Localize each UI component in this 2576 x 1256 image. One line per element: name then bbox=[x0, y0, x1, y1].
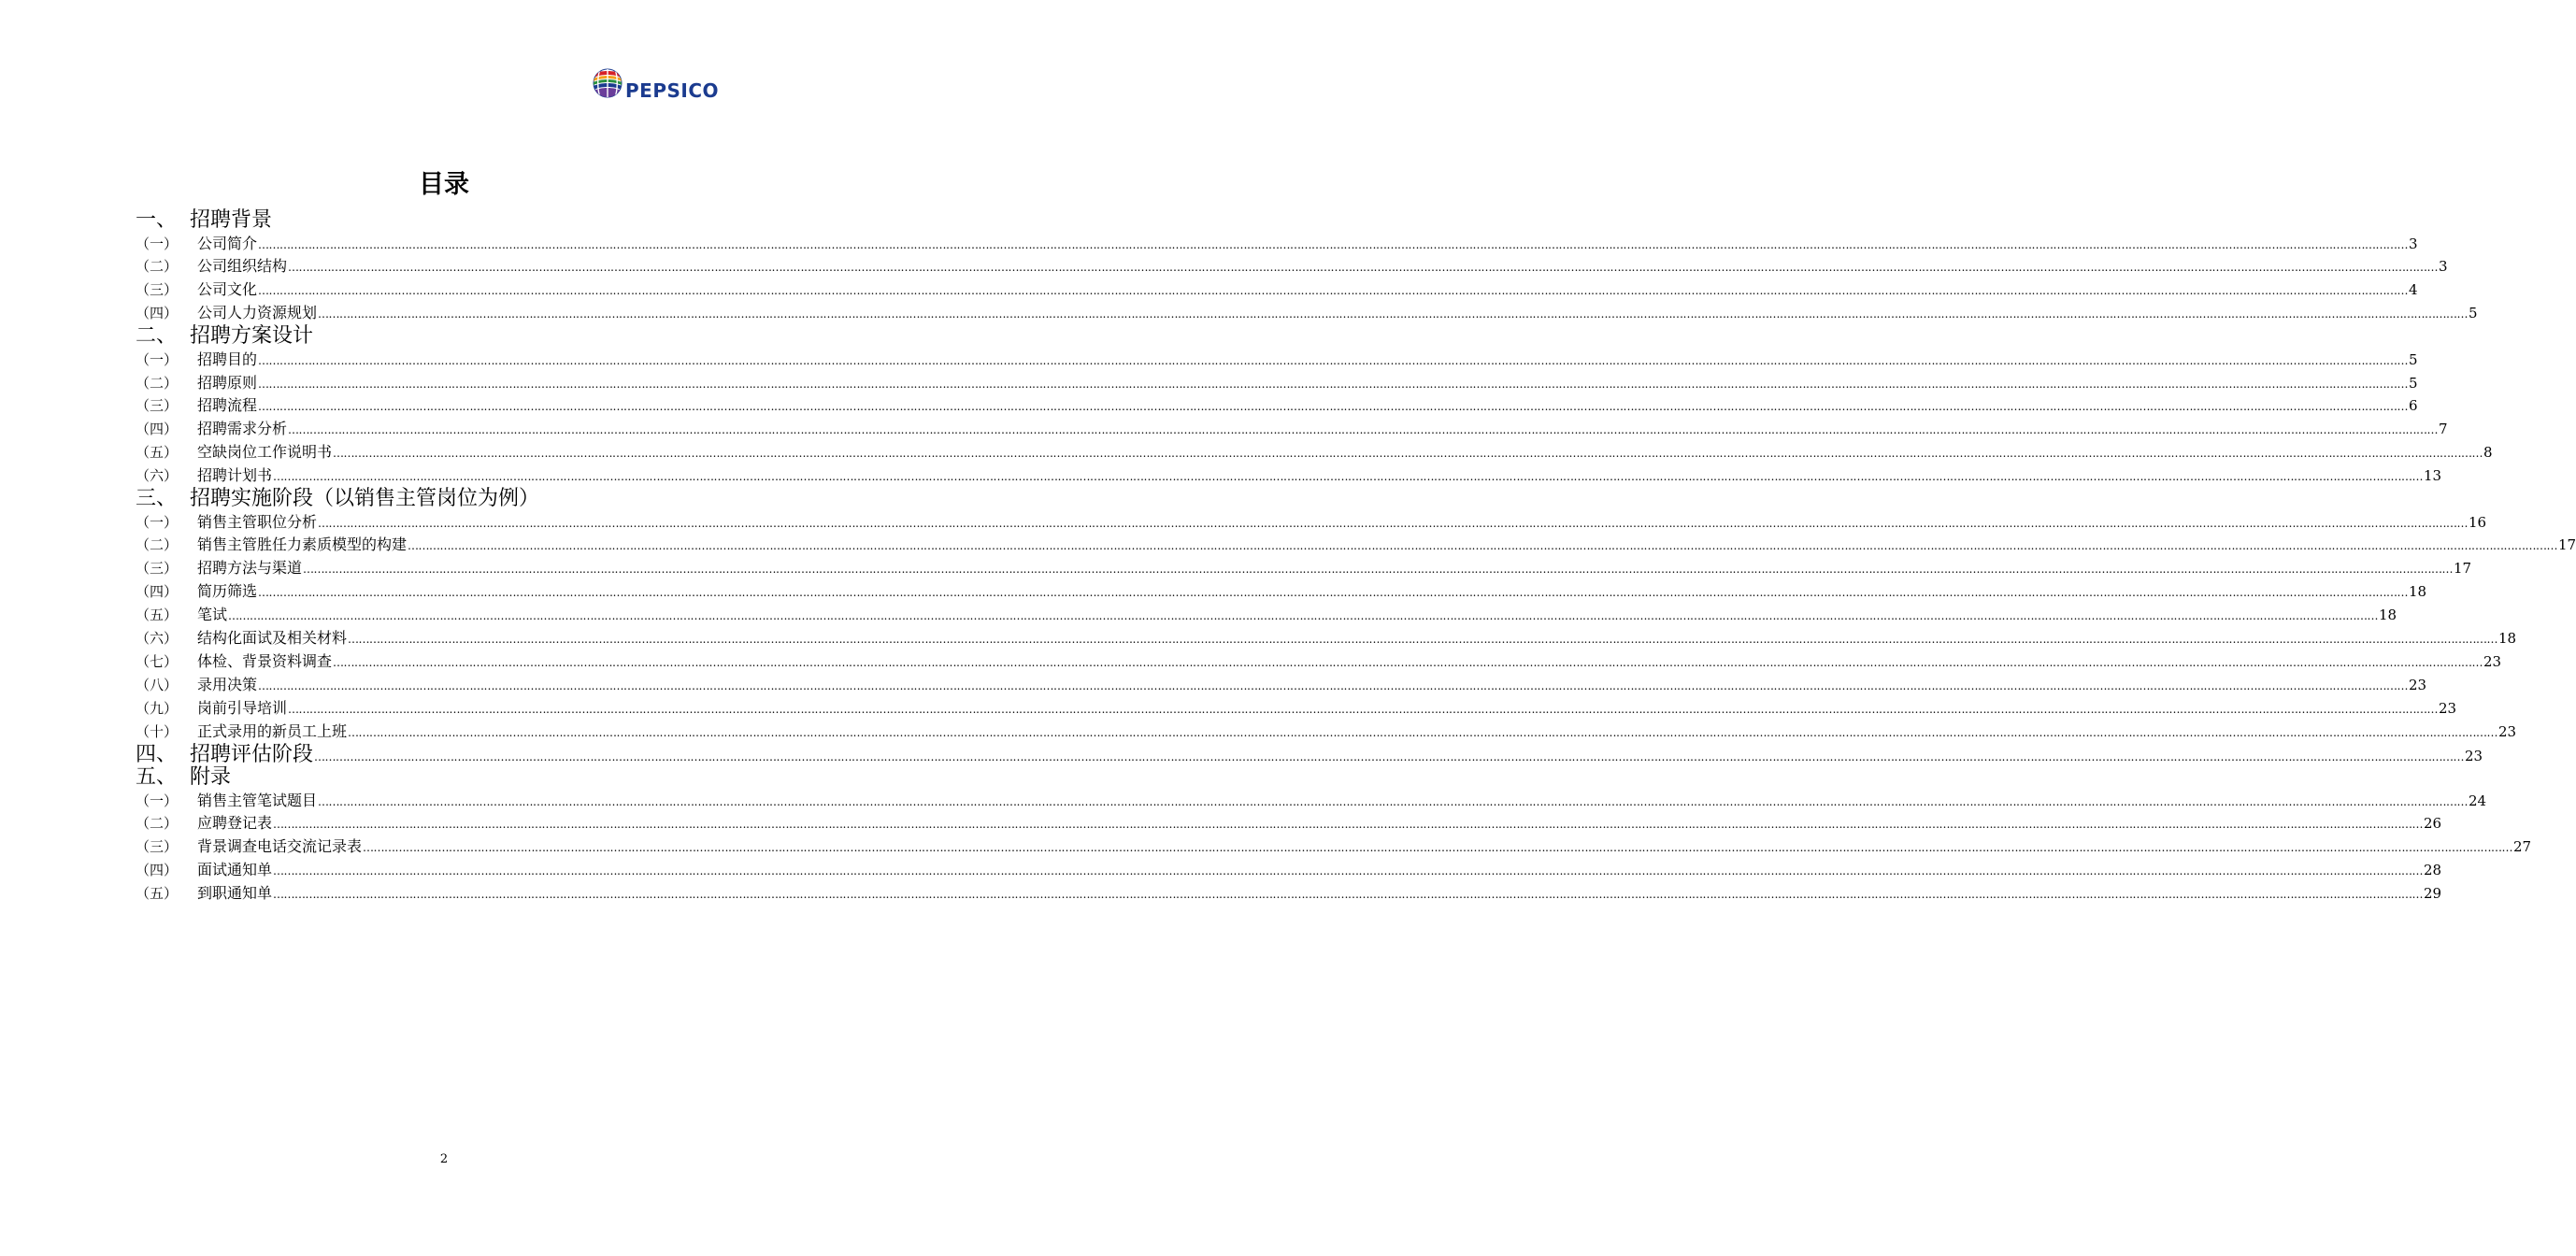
toc-page-number: 23 bbox=[2465, 747, 2483, 764]
toc-leader-dots: …………………………………………………………………………………………………………………………………………………………………………………………………………………………………………………………………………………………………………………………………………………………………………………………………………………………………………………………………………………………………………………………………………………… bbox=[318, 516, 2469, 530]
toc-item[interactable] bbox=[136, 697, 2457, 720]
toc-item-number: （九） bbox=[136, 699, 179, 717]
toc-item-number: （五） bbox=[136, 607, 179, 624]
toc-item[interactable] bbox=[136, 349, 2418, 371]
toc-item-label: 应聘登记表 bbox=[197, 814, 273, 833]
toc-item[interactable] bbox=[136, 233, 2418, 255]
toc-section-number: 五、 bbox=[136, 765, 178, 789]
toc-leader-dots: …………………………………………………………………………………………………………………………………………………………………………………………………………………………………………………………………………………………………………………………………………………………………………………………………………………………………………………………………………………………………………………………………………………… bbox=[348, 725, 2498, 739]
toc-item[interactable] bbox=[136, 650, 2502, 673]
toc-page-number: 17 bbox=[2558, 536, 2576, 554]
toc-item-number: （三） bbox=[136, 838, 179, 856]
toc-leader-dots: …………………………………………………………………………………………………………………………………………………………………………………………………………………………………………………………………………………………………………………………………………………………………………………………………………………………………………………………………………………………………………………………………………………… bbox=[258, 353, 2409, 367]
toc-item[interactable] bbox=[136, 627, 2517, 649]
toc-item-label: 背景调查电话交流记录表 bbox=[197, 837, 363, 856]
toc-page-number: 17 bbox=[2454, 560, 2472, 578]
toc-item[interactable] bbox=[136, 721, 2517, 743]
toc-section-number: 二、 bbox=[136, 324, 178, 349]
toc-item-number: （二） bbox=[136, 374, 179, 392]
toc-page-number: 5 bbox=[2409, 350, 2418, 368]
toc-item-label: 岗前引导培训 bbox=[197, 698, 288, 717]
toc-leader-dots: …………………………………………………………………………………………………………………………………………………………………………………………………………………………………………………………………………………………………………………………………………………………………………………………………………………………………………………………………………………………………………………………………………………… bbox=[288, 702, 2439, 716]
toc-item-number: （一） bbox=[136, 235, 179, 252]
toc-item-number: （一） bbox=[136, 792, 179, 809]
toc-page-number: 23 bbox=[2409, 676, 2427, 693]
toc-page-number: 13 bbox=[2424, 467, 2442, 485]
toc-item-label: 招聘原则 bbox=[197, 373, 258, 392]
toc-page-number: 18 bbox=[2498, 630, 2517, 647]
toc-item-label: 招聘需求分析 bbox=[197, 420, 288, 438]
toc-page-number: 5 bbox=[2469, 305, 2478, 322]
toc-item-label: 面试通知单 bbox=[197, 861, 273, 879]
toc-item-label: 公司人力资源规划 bbox=[197, 304, 318, 322]
toc-page-number: 18 bbox=[2409, 583, 2427, 601]
toc-section-label: 附录 bbox=[190, 765, 232, 789]
toc-page-number: 27 bbox=[2513, 838, 2532, 856]
toc-item-label: 销售主管笔试题目 bbox=[197, 791, 318, 809]
toc-item-number: （七） bbox=[136, 652, 179, 670]
toc-section-label: 招聘评估阶段 bbox=[190, 742, 314, 766]
toc-item-number: （二） bbox=[136, 258, 179, 276]
toc-page-number: 23 bbox=[2483, 652, 2502, 670]
toc-item-label: 简历筛选 bbox=[197, 582, 258, 601]
toc-page-number: 4 bbox=[2409, 281, 2418, 299]
toc-item-label: 体检、背景资料调查 bbox=[197, 651, 333, 670]
toc-item[interactable] bbox=[136, 882, 2442, 905]
toc-leader-dots: …………………………………………………………………………………………………………………………………………………………………………………………………………………………………………………………………………………………………………………………………………………………………………………………………………………………………………………………………………………………………………………………………………………… bbox=[408, 539, 2558, 553]
toc-item-number: （二） bbox=[136, 536, 179, 554]
toc-section[interactable] bbox=[136, 764, 754, 791]
toc-item[interactable] bbox=[136, 255, 2448, 278]
toc-leader-dots: …………………………………………………………………………………………………………………………………………………………………………………………………………………………………………………………………………………………………………………………………………………………………………………………………………………………………………………………………………………………………………………………………………………… bbox=[273, 864, 2424, 878]
toc-page-number: 7 bbox=[2439, 421, 2448, 438]
toc-leader-dots: …………………………………………………………………………………………………………………………………………………………………………………………………………………………………………………………………………………………………………………………………………………………………………………………………………………………………………………………………………………………………………………………………………………… bbox=[318, 794, 2469, 808]
toc-section[interactable] bbox=[136, 207, 754, 234]
toc-leader-dots: …………………………………………………………………………………………………………………………………………………………………………………………………………………………………………………………………………………………………………………………………………………………………………………………………………………………………………………………………………………………………………………………………………………… bbox=[273, 818, 2424, 832]
toc-section-label: 招聘方案设计 bbox=[190, 324, 314, 349]
toc-item-number: （三） bbox=[136, 397, 179, 415]
toc-item[interactable] bbox=[136, 394, 2418, 417]
toc-item-label: 招聘方法与渠道 bbox=[197, 559, 303, 578]
toc-leader-dots: …………………………………………………………………………………………………………………………………………………………………………………………………………………………………………………………………………………………………………………………………………………………………………………………………………………………………………………………………………………………………………………………………………………… bbox=[333, 447, 2483, 461]
toc-leader-dots: …………………………………………………………………………………………………………………………………………………………………………………………………………………………………………………………………………………………………………………………………………………………………………………………………………………………………………………………………………………………………………………………………………………… bbox=[318, 307, 2469, 321]
toc-leader-dots: …………………………………………………………………………………………………………………………………………………………………………………………………………………………………………………………………………………………………………………………………………………………………………………………………………………………………………………………………………………………………………………………………………………… bbox=[258, 586, 2409, 600]
toc-leader-dots: …………………………………………………………………………………………………………………………………………………………………………………………………………………………………………………………………………………………………………………………………………………………………………………………………………………………………………………………………………………………………………………………………………………… bbox=[363, 841, 2513, 855]
toc-page-number: 24 bbox=[2469, 792, 2487, 809]
toc-item[interactable] bbox=[136, 604, 2397, 626]
toc-item-label: 招聘目的 bbox=[197, 350, 258, 368]
toc-item[interactable] bbox=[136, 511, 2487, 534]
toc-page-number: 6 bbox=[2409, 397, 2418, 415]
toc-item-number: （三） bbox=[136, 560, 179, 578]
toc-leader-dots: …………………………………………………………………………………………………………………………………………………………………………………………………………………………………………………………………………………………………………………………………………………………………………………………………………………………………………………………………………………………………………………………………………………… bbox=[258, 400, 2409, 414]
toc-item-label: 笔试 bbox=[197, 606, 228, 624]
toc-item-label: 公司组织结构 bbox=[197, 257, 288, 276]
toc-page-number: 23 bbox=[2439, 699, 2457, 717]
toc-leader-dots: …………………………………………………………………………………………………………………………………………………………………………………………………………………………………………………………………………………………………………………………………………………………………………………………………………………………………………………………………………………………………………………………………………………… bbox=[258, 678, 2409, 692]
toc-item-number: （八） bbox=[136, 676, 179, 693]
toc-item[interactable] bbox=[136, 790, 2487, 812]
toc-item-label: 空缺岗位工作说明书 bbox=[197, 443, 333, 462]
toc-leader-dots: …………………………………………………………………………………………………………………………………………………………………………………………………………………………………………………………………………………………………………………………………………………………………………………………………………………………………………………………………………………………………………………………………………………… bbox=[258, 237, 2409, 251]
page-number: 2 bbox=[439, 1152, 449, 1166]
toc-item[interactable] bbox=[136, 418, 2448, 440]
toc-page-number: 28 bbox=[2424, 862, 2442, 879]
toc-item-label: 到职通知单 bbox=[197, 884, 273, 903]
toc-item-label: 录用决策 bbox=[197, 675, 258, 693]
toc-leader-dots: …………………………………………………………………………………………………………………………………………………………………………………………………………………………………………………………………………………………………………………………………………………………………………………………………………………………………………………………………………………………………………………………………………………… bbox=[228, 609, 2379, 623]
toc-leader-dots: …………………………………………………………………………………………………………………………………………………………………………………………………………………………………………………………………………………………………………………………………………………………………………………………………………………………………………………………………………………………………………………………………………………… bbox=[258, 377, 2409, 391]
toc-section[interactable] bbox=[136, 486, 754, 512]
toc-item[interactable] bbox=[136, 278, 2418, 301]
logo-wordmark: PEPSICO bbox=[625, 79, 720, 102]
toc-item-number: （三） bbox=[136, 281, 179, 299]
toc-item[interactable] bbox=[136, 557, 2472, 579]
toc-page-number: 5 bbox=[2409, 374, 2418, 392]
toc-item[interactable] bbox=[136, 372, 2418, 394]
toc-item-label: 公司简介 bbox=[197, 234, 258, 252]
toc-item-label: 招聘流程 bbox=[197, 396, 258, 415]
toc-title: 目录 bbox=[419, 170, 469, 199]
toc-section-number: 四、 bbox=[136, 742, 178, 766]
toc-page-number: 26 bbox=[2424, 815, 2442, 833]
toc-leader-dots: …………………………………………………………………………………………………………………………………………………………………………………………………………………………………………………………………………………………………………………………………………………………………………………………………………………………………………………………………………………………………………………………………………………… bbox=[333, 655, 2483, 669]
toc-section-number: 一、 bbox=[136, 208, 178, 232]
toc-page-number: 23 bbox=[2498, 722, 2517, 740]
toc-item-label: 销售主管胜任力素质模型的构建 bbox=[197, 535, 408, 554]
toc-page-number: 29 bbox=[2424, 885, 2442, 903]
toc-item-number: （四） bbox=[136, 421, 179, 438]
toc-leader-dots: …………………………………………………………………………………………………………………………………………………………………………………………………………………………………………………………………………………………………………………………………………………………………………………………………………………………………………………………………………………………………………………………………………………… bbox=[303, 563, 2454, 577]
toc-leader-dots: …………………………………………………………………………………………………………………………………………………………………………………………………………………………………………………………………………………………………………………………………………………………………………………………………………………………………………………………………………………………………………………………………………………… bbox=[258, 284, 2409, 298]
toc-item-label: 正式录用的新员工上班 bbox=[197, 721, 348, 740]
toc-item-number: （二） bbox=[136, 815, 179, 833]
toc-item-number: （一） bbox=[136, 513, 179, 531]
toc-leader-dots: …………………………………………………………………………………………………………………………………………………………………………………………………………………………………………………………………………………………………………………………………………………………………………………………………………………………………………………………………………………………………………………………………………………… bbox=[273, 470, 2424, 484]
toc-item-number: （四） bbox=[136, 583, 179, 601]
toc-item[interactable] bbox=[136, 812, 2442, 835]
toc-item-number: （六） bbox=[136, 630, 179, 647]
toc-leader-dots: …………………………………………………………………………………………………………………………………………………………………………………………………………………………………………………………………………………………………………………………………………………………………………………………………………………………………………………………………………………………………………………………………………………… bbox=[314, 749, 2465, 764]
toc-item-label: 招聘计划书 bbox=[197, 466, 273, 485]
toc-page-number: 3 bbox=[2439, 258, 2448, 276]
toc-item-label: 结构化面试及相关材料 bbox=[197, 629, 348, 647]
toc-leader-dots: …………………………………………………………………………………………………………………………………………………………………………………………………………………………………………………………………………………………………………………………………………………………………………………………………………………………………………………………………………………………………………………………………………………… bbox=[288, 261, 2439, 275]
toc-item-number: （一） bbox=[136, 350, 179, 368]
toc-item-number: （五） bbox=[136, 444, 179, 462]
toc-leader-dots: …………………………………………………………………………………………………………………………………………………………………………………………………………………………………………………………………………………………………………………………………………………………………………………………………………………………………………………………………………………………………………………………………………………… bbox=[348, 633, 2498, 646]
toc-section-label: 招聘背景 bbox=[190, 208, 273, 232]
toc-item-label: 销售主管职位分析 bbox=[197, 512, 318, 531]
toc-section-number: 三、 bbox=[136, 487, 178, 510]
toc-item[interactable] bbox=[136, 859, 2442, 881]
toc-item[interactable] bbox=[136, 580, 2427, 603]
toc-page-number: 8 bbox=[2483, 444, 2493, 462]
toc-item[interactable] bbox=[136, 534, 2576, 556]
toc-item[interactable] bbox=[136, 441, 2493, 464]
toc-item[interactable] bbox=[136, 674, 2427, 696]
toc-page-number: 3 bbox=[2409, 235, 2418, 252]
toc-leader-dots: …………………………………………………………………………………………………………………………………………………………………………………………………………………………………………………………………………………………………………………………………………………………………………………………………………………………………………………………………………………………………………………………………………………… bbox=[273, 888, 2424, 902]
toc-item[interactable] bbox=[136, 464, 2442, 487]
toc-item-label: 公司文化 bbox=[197, 280, 258, 299]
toc-page-number: 18 bbox=[2379, 607, 2397, 624]
toc-item-number: （十） bbox=[136, 722, 179, 740]
toc-item[interactable] bbox=[136, 302, 2478, 324]
toc-item-number: （四） bbox=[136, 862, 179, 879]
toc-section[interactable] bbox=[136, 323, 754, 350]
toc-item-number: （四） bbox=[136, 305, 179, 322]
toc-leader-dots: …………………………………………………………………………………………………………………………………………………………………………………………………………………………………………………………………………………………………………………………………………………………………………………………………………………………………………………………………………………………………………………………………………………… bbox=[288, 423, 2439, 437]
toc-section-label: 招聘实施阶段（以销售主管岗位为例） bbox=[190, 487, 540, 510]
toc-item[interactable] bbox=[136, 835, 2532, 858]
toc-page-number: 16 bbox=[2469, 513, 2487, 531]
toc-item-number: （六） bbox=[136, 467, 179, 485]
globe-logo-icon bbox=[592, 67, 623, 99]
company-logo bbox=[592, 65, 755, 103]
toc-item-number: （五） bbox=[136, 885, 179, 903]
